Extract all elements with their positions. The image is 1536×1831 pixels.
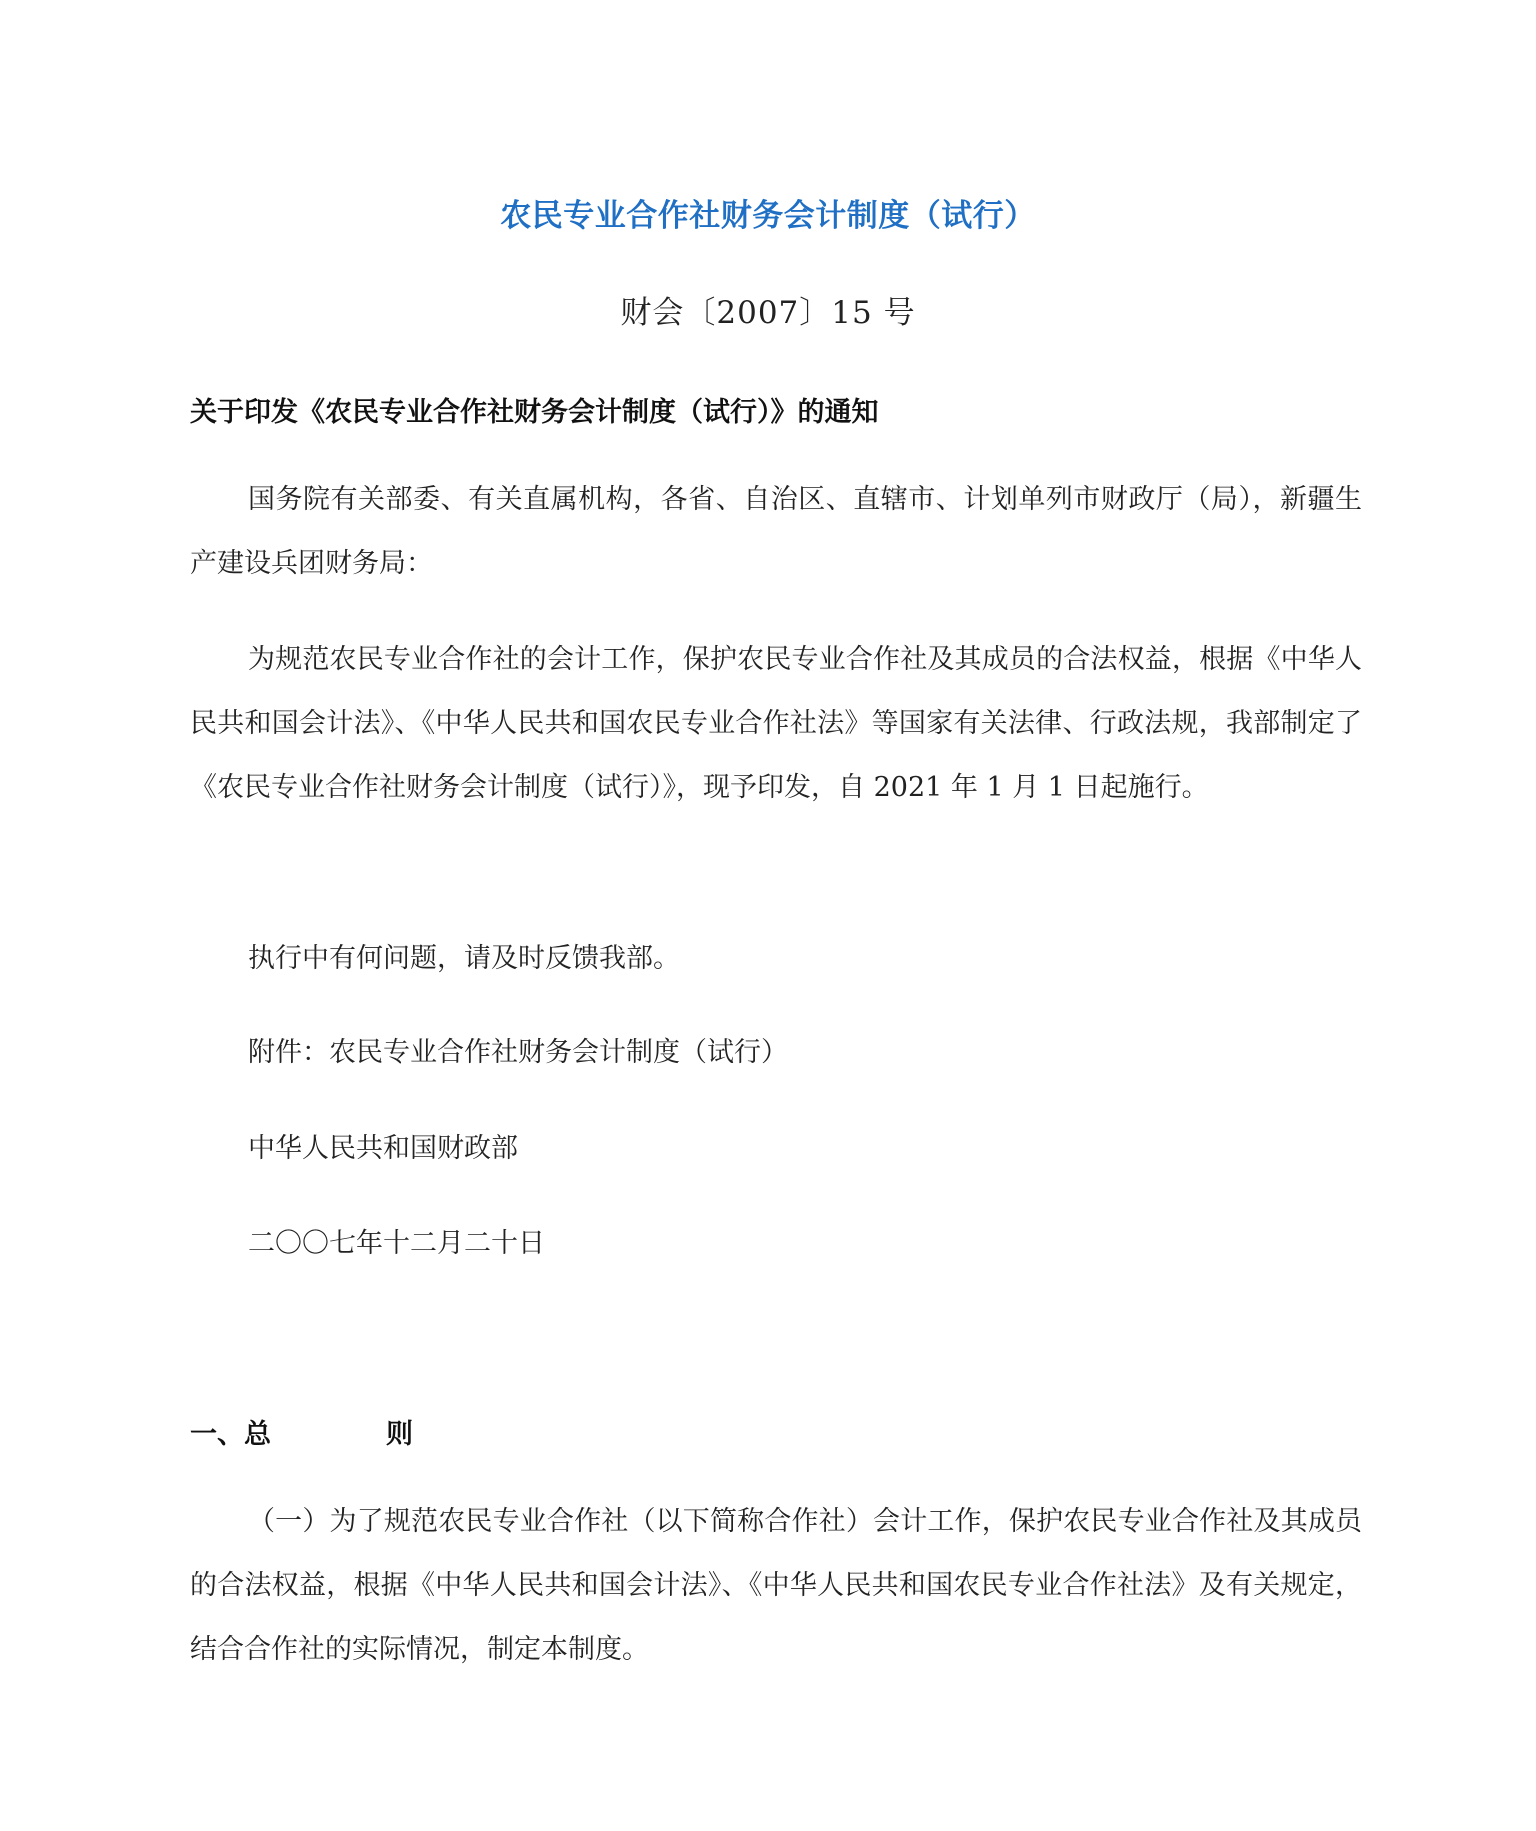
section-heading-number: 一、总 <box>190 1419 271 1450</box>
section-paragraph: （一）为了规范农民专业合作社（以下简称合作社）会计工作，保护农民专业合作社及其成员的合法权益，根据《中华人民共和国会计法》、《中华人民共和国农民专业合作社法》及有关规定，结合合作社的实际情况，制定本制度。 <box>190 1506 1362 1665</box>
section-heading-rest: 则 <box>386 1419 413 1450</box>
attachment-line: 附件：农民专业合作社财务会计制度（试行） <box>248 1037 788 1068</box>
notice-heading: 关于印发《农民专业合作社财务会计制度（试行）》的通知 <box>190 397 879 428</box>
date-line: 二〇〇七年十二月二十日 <box>248 1228 545 1259</box>
document-number: 财会〔2007〕15 号 <box>620 295 916 331</box>
section-heading <box>190 1412 413 1451</box>
recipients-paragraph: 国务院有关部委、有关直属机构，各省、自治区、直辖市、计划单列市财政厅（局），新疆生产建设兵团财务局： <box>190 484 1362 579</box>
body-paragraph: 为规范农民专业合作社的会计工作，保护农民专业合作社及其成员的合法权益，根据《中华人民共和国会计法》、《中华人民共和国农民专业合作社法》等国家有关法律、行政法规，我部制定了《农民专业合作社财务会计制度（试行）》，现予印发，自 2021 年 1 月 1 日起施行。 <box>190 644 1362 803</box>
feedback-line: 执行中有何问题，请及时反馈我部。 <box>248 943 680 974</box>
issuer-line: 中华人民共和国财政部 <box>248 1133 518 1164</box>
document-title: 农民专业合作社财务会计制度（试行） <box>500 198 1036 234</box>
